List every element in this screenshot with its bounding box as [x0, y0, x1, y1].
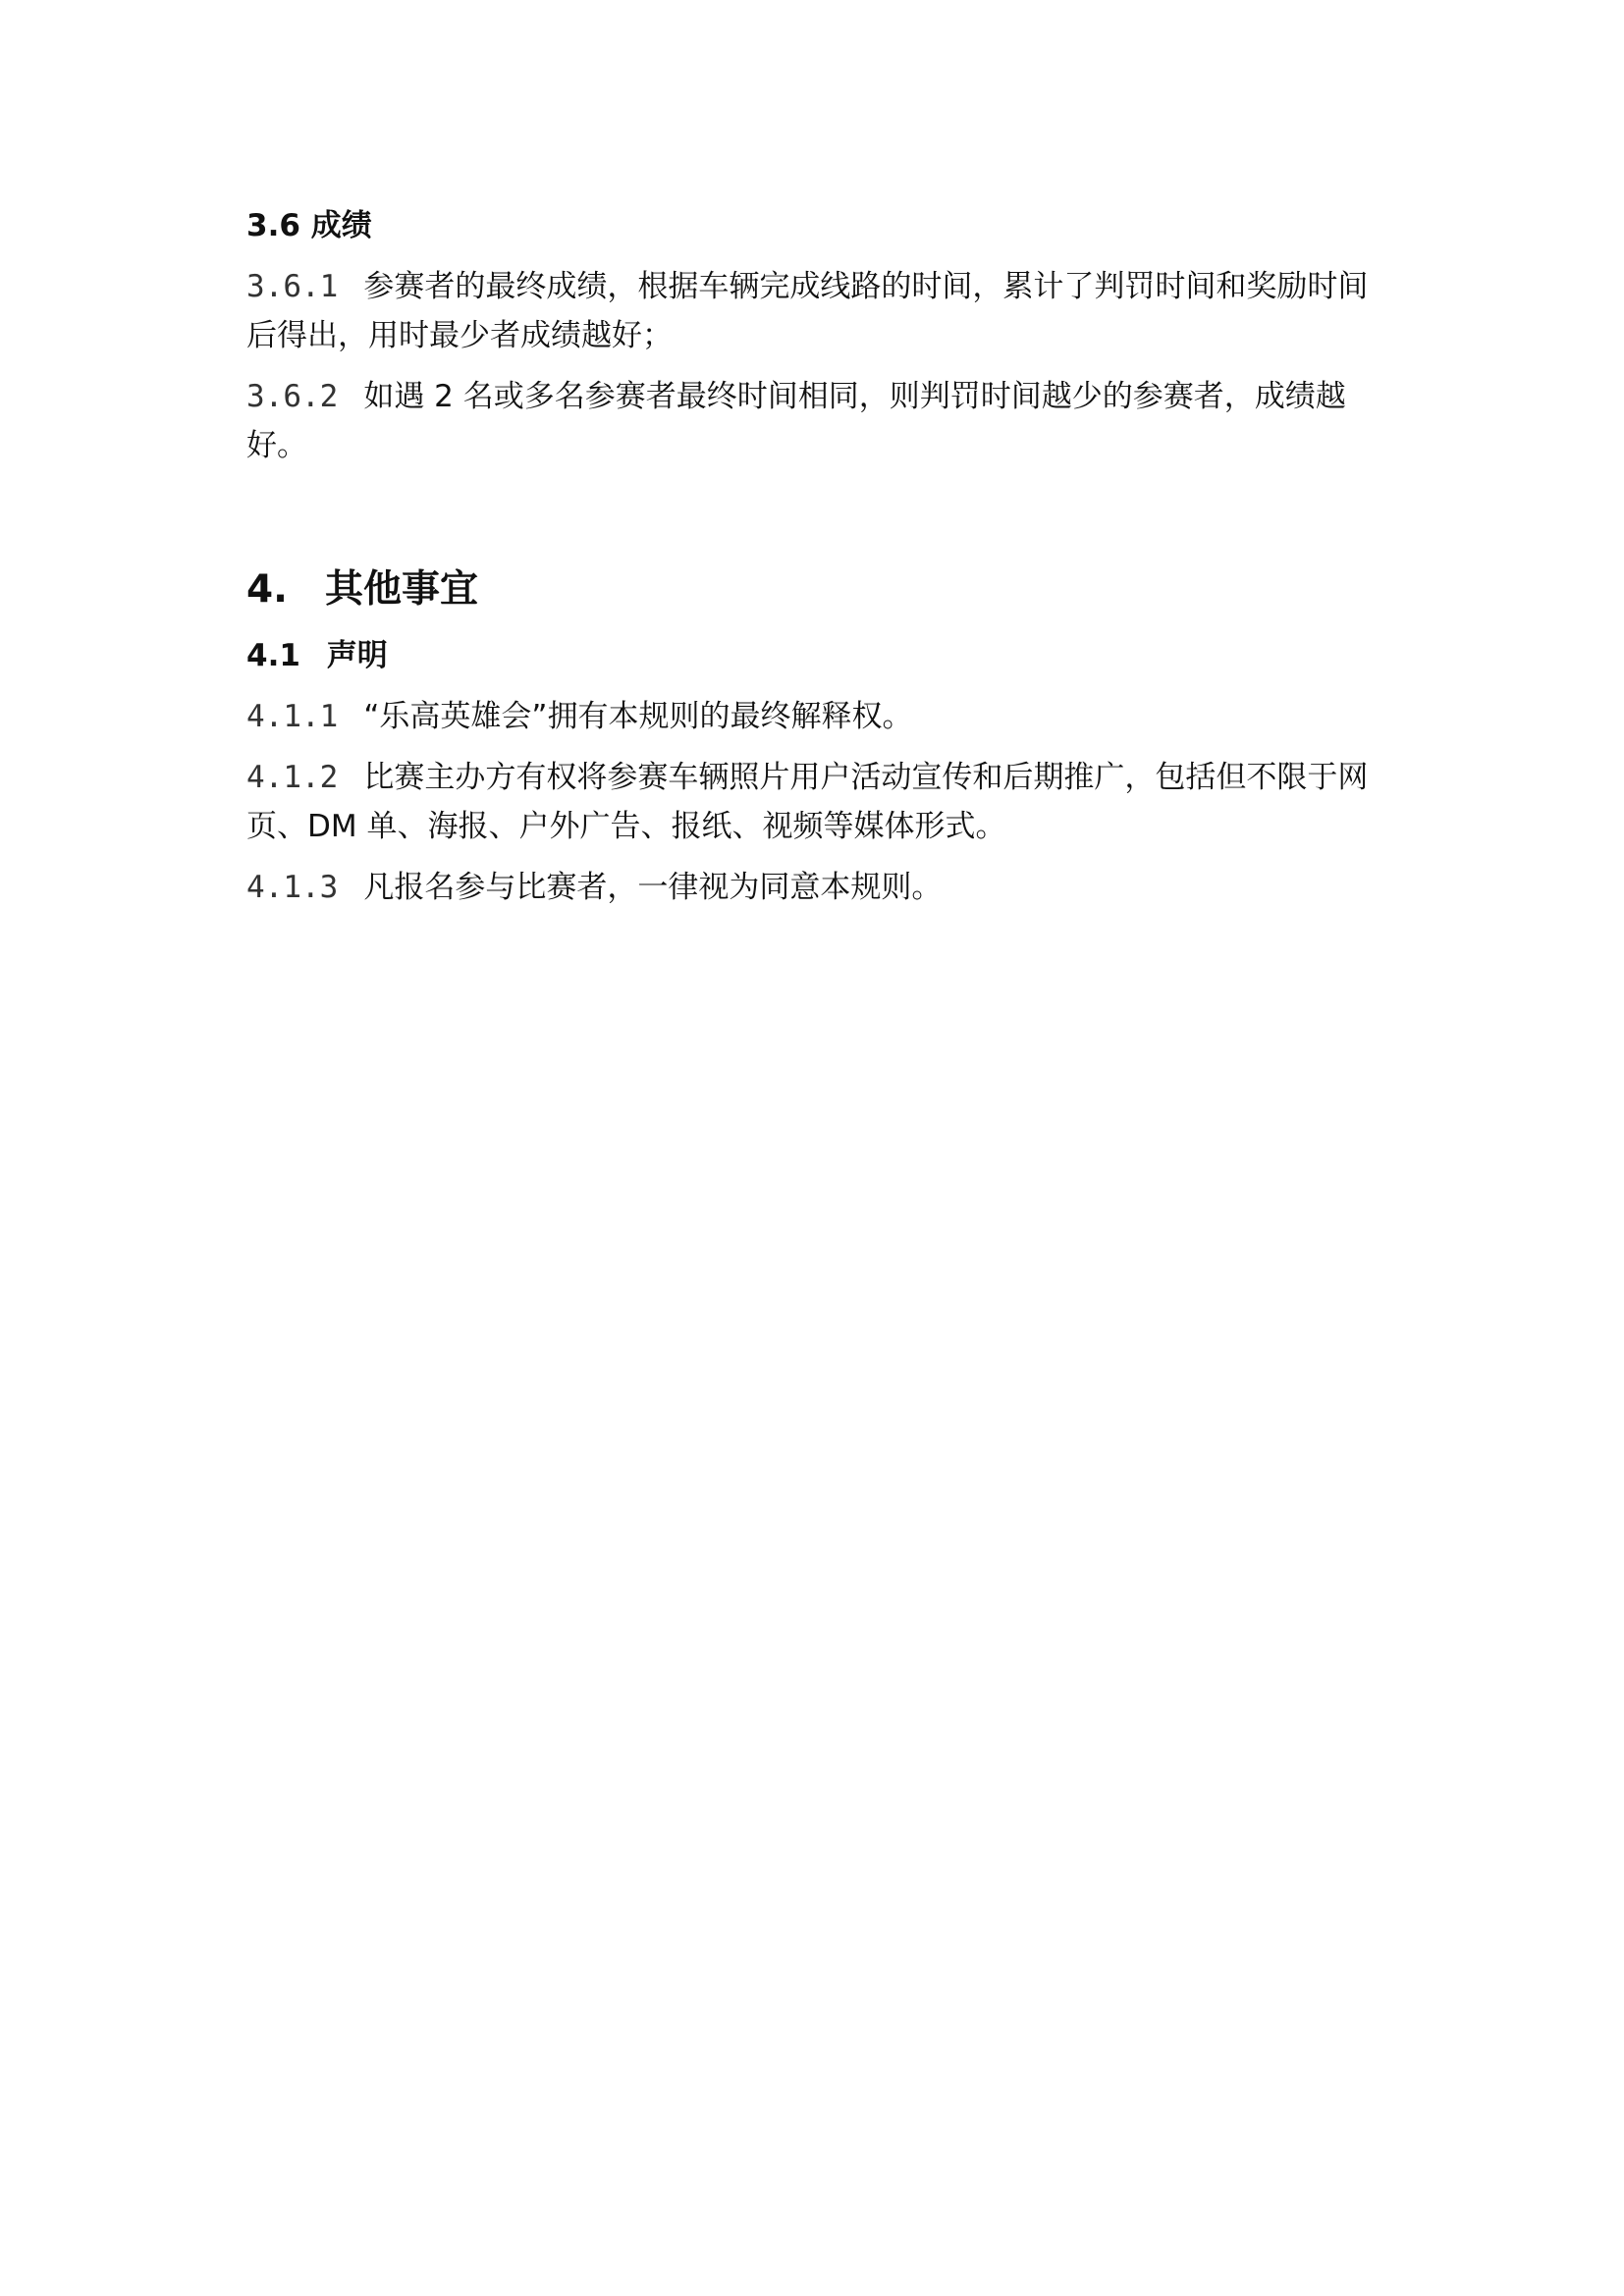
section-title: 成绩: [310, 208, 372, 243]
chapter-number: 4.: [246, 567, 288, 612]
paragraph-text: “乐高英雄会”拥有本规则的最终解释权。: [363, 699, 913, 734]
paragraph-number: 4.1.2: [246, 760, 339, 795]
section-title: 声明: [326, 638, 388, 673]
paragraph-4-1-2: [246, 753, 1385, 851]
chapter-heading-4: [246, 561, 1385, 619]
paragraph-text: 比赛主办方有权将参赛车辆照片用户活动宣传和后期推广，包括但不限于网页、DM 单、海报、户外广告、报纸、视频等媒体形式。: [246, 760, 1369, 844]
paragraph-number: 4.1.1: [246, 699, 339, 734]
paragraph-number: 3.6.1: [246, 269, 339, 304]
paragraph-3-6-1: [246, 262, 1385, 360]
paragraph-text: 如遇 2 名或多名参赛者最终时间相同，则判罚时间越少的参赛者，成绩越好。: [246, 379, 1346, 463]
paragraph-number: 3.6.2: [246, 379, 339, 414]
chapter-title: 其他事宜: [325, 567, 479, 612]
section-number: 3.6: [246, 208, 300, 243]
paragraph-text: 凡报名参与比赛者，一律视为同意本规则。: [363, 870, 943, 905]
paragraph-4-1-1: [246, 692, 1385, 741]
section-number: 4.1: [246, 638, 300, 673]
paragraph-text: 参赛者的最终成绩，根据车辆完成线路的时间，累计了判罚时间和奖励时间后得出，用时最少者成绩越好；: [246, 269, 1369, 353]
paragraph-number: 4.1.3: [246, 870, 339, 905]
paragraph-4-1-3: [246, 863, 1385, 912]
paragraph-3-6-2: [246, 372, 1385, 470]
section-heading-3-6: [246, 201, 1385, 250]
page-content: [246, 201, 1385, 912]
section-heading-4-1: [246, 631, 1385, 680]
